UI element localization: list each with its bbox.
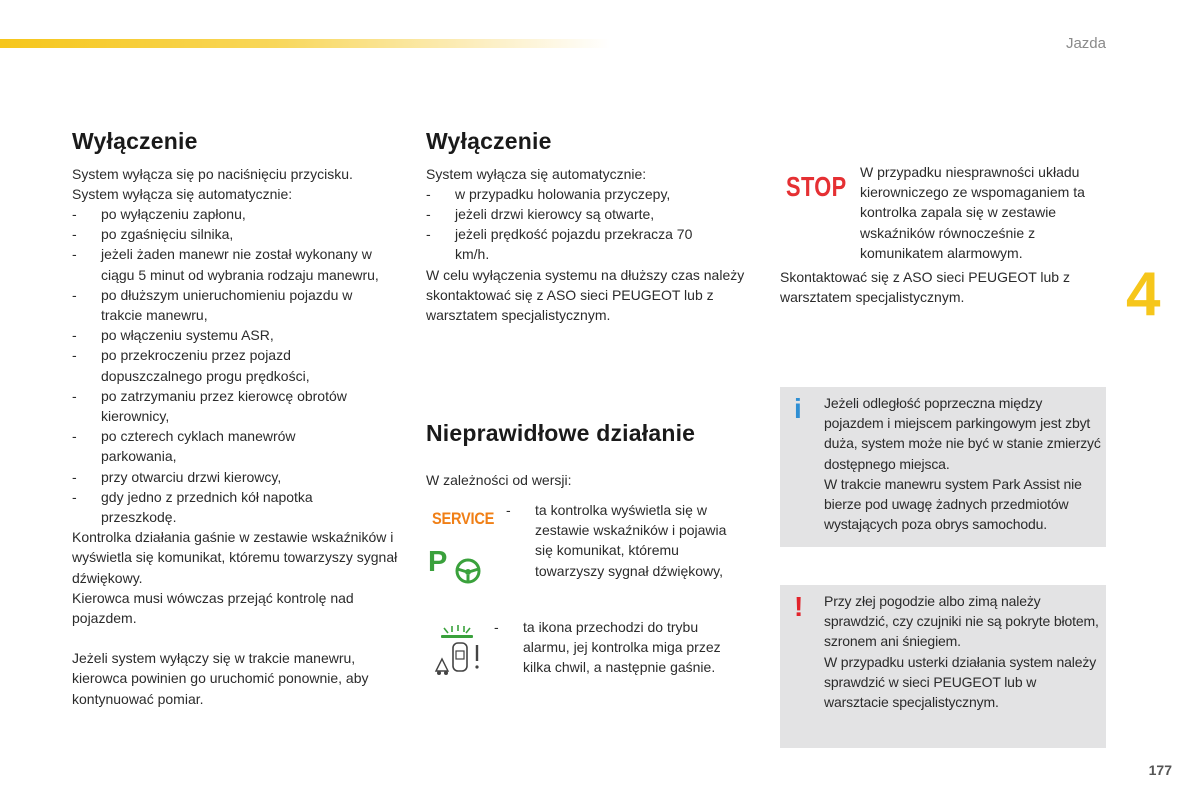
list-item: - po włączeniu systemu ASR, [72, 325, 404, 345]
note-paragraph: Przy złej pogodzie albo zimą należy sprawdzić, czy czujniki nie są pokryte błotem, szronem ani śniegiem. [824, 593, 1099, 650]
paragraph: Kontrolka działania gaśnie w zestawie wskaźników i wyświetla się komunikat, któremu towarzyszy sygnał dźwiękowy. [72, 529, 398, 586]
stop-warning-icon: STOP [786, 171, 847, 202]
list-item: - po zatrzymaniu przez kierowcę obrotów kierownicy, [72, 386, 404, 426]
malfunction-text: ta kontrolka wyświetla się w zestawie wskaźników i pojawia się komunikat, któremu towarzyszy sygnał dźwiękowy, [535, 502, 727, 579]
malfunction-section [426, 420, 756, 490]
list-item: - jeżeli prędkość pojazdu przekracza 70 km/h. [426, 224, 756, 264]
paragraph: Kierowca musi wówczas przejąć kontrolę nad pojazdem. [72, 589, 354, 627]
warning-icon: ! [794, 591, 804, 622]
list-item: - przy otwarciu drzwi kierowcy, [72, 467, 404, 487]
note-paragraph: Jeżeli odległość poprzeczna między pojazdem i miejscem parkingowym jest zbyt duża, system może nie być w stanie zmierzyć dostępnego miejsca. [824, 395, 1101, 472]
info-icon: i [794, 393, 802, 424]
malfunction-variant-service: SERVICE P - ta kontrolka wyświetla się w zestawie wskaźników i pojawia się komunikat, któremu towarzyszy sygnał dźwiękowy, [426, 500, 756, 605]
paragraph: System wyłącza się automatycznie: [72, 185, 293, 202]
park-assist-steering-icon [426, 544, 482, 588]
info-note [780, 387, 1106, 547]
paragraph: W zależności od wersji: [426, 471, 572, 488]
list-item: - w przypadku holowania przyczepy, [426, 184, 756, 204]
warning-note [780, 585, 1106, 748]
section-title: Wyłączenie [426, 128, 552, 154]
list-item: - jeżeli drzwi kierowcy są otwarte, [426, 204, 756, 224]
paragraph: Skontaktować się z ASO sieci PEUGEOT lub z warsztatem specjalistycznym. [780, 269, 1070, 306]
bullet-list [72, 204, 404, 527]
park-sensor-alarm-icon [434, 621, 490, 679]
shutdown-section-middle [426, 128, 756, 325]
shutdown-section-left [72, 128, 404, 709]
malfunction-variant-alarm: - ta ikona przechodzi do trybu alarmu, jej kontrolka miga przez kilka chwil, a następnie gaśnie. [426, 617, 756, 682]
section-title: Wyłączenie [72, 128, 198, 154]
malfunction-text: ta ikona przechodzi do trybu alarmu, jej kontrolka miga przez kilka chwil, a następnie gaśnie. [523, 619, 721, 676]
list-item: - po przekroczeniu przez pojazd dopuszczalnego progu prędkości, [72, 345, 404, 385]
note-paragraph: W trakcie manewru system Park Assist nie bierze pod uwagę żadnych przedmiotów wystających poza obrys samochodu. [824, 475, 1082, 533]
service-warning-icon: SERVICE [432, 509, 495, 528]
list-item: - po zgaśnięciu silnika, [72, 224, 404, 244]
section-title: Nieprawidłowe działanie [426, 420, 696, 446]
paragraph: Jeżeli system wyłączy się w trakcie manewru, kierowca powinien go uruchomić ponownie, aby kontynuować pomiar. [72, 650, 369, 707]
chapter-tab: 4 [1126, 260, 1161, 329]
list-item: - po czterech cyklach manewrów parkowania, [72, 426, 404, 466]
list-item: - gdy jedno z przednich kół napotka przeszkodę. [72, 487, 404, 527]
bullet-list [426, 184, 756, 265]
section-name: Jazda [1065, 35, 1106, 52]
note-paragraph: W przypadku usterki działania system należy sprawdzić w sieci PEUGEOT lub w warsztacie specjalistycznym. [824, 653, 1097, 711]
header-accent-bar [0, 39, 610, 48]
list-item: - po wyłączeniu zapłonu, [72, 204, 404, 224]
list-item: - jeżeli żaden manewr nie został wykonany w ciągu 5 minut od wybrania rodzaju manewru, [72, 244, 404, 284]
page-number: 177 [1148, 762, 1172, 778]
list-item: - po dłuższym unieruchomieniu pojazdu w trakcie manewru, [72, 285, 404, 325]
paragraph: System wyłącza się po naciśnięciu przycisku. [72, 165, 353, 182]
park-letter: P [428, 546, 448, 578]
stop-warning-text: W przypadku niesprawności układu kierowniczego ze wspomaganiem ta kontrolka zapala się w zestawie wskaźników równocześnie z komunikatem alarmowym. [860, 164, 1085, 261]
paragraph: System wyłącza się automatycznie: [426, 165, 647, 182]
paragraph: W celu wyłączenia systemu na dłuższy czas należy skontaktować się z ASO sieci PEUGEOT lub z warsztatem specjalistycznym. [426, 266, 745, 324]
